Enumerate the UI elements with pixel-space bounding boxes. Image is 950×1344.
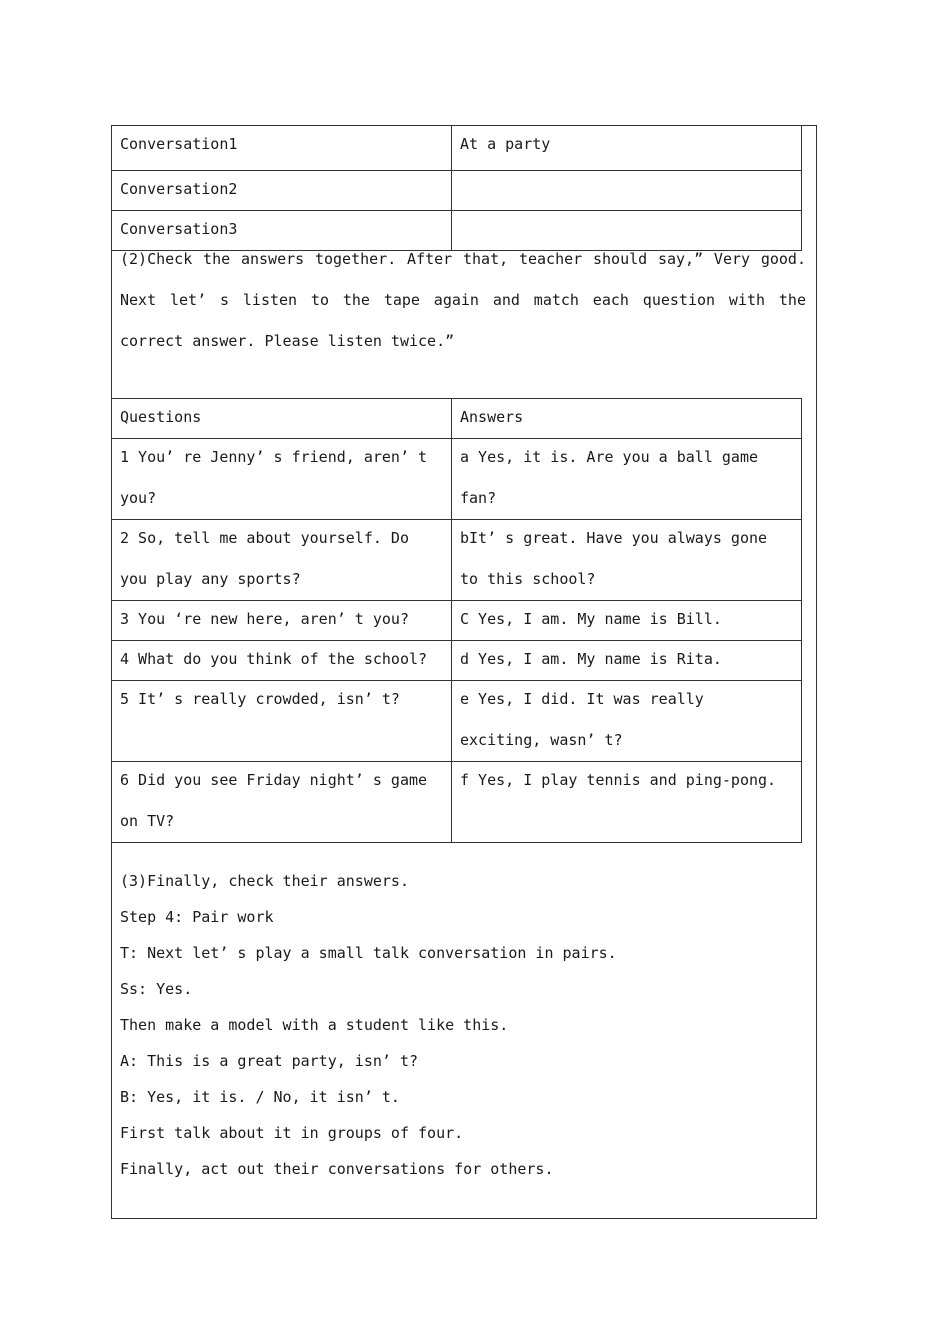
- conversation-label: Conversation3: [112, 211, 452, 251]
- table-row: [112, 520, 802, 601]
- table-row: [112, 762, 802, 843]
- table-row: [112, 681, 802, 762]
- step-line: T: Next let’ s play a small talk conversation in pairs.: [120, 944, 617, 962]
- conversations-table: [111, 125, 802, 251]
- lesson-plan-frame: [111, 125, 817, 1219]
- question-cell: 1 You’ re Jenny’ s friend, aren’ t you?: [112, 439, 452, 520]
- answer-cell: a Yes, it is. Are you a ball game fan?: [452, 439, 802, 520]
- question-cell: 6 Did you see Friday night’ s game on TV?: [112, 762, 452, 843]
- table-row: [112, 641, 802, 681]
- answer-cell: d Yes, I am. My name is Rita.: [452, 641, 802, 681]
- instruction-paragraph: (2)Check the answers together. After that, teacher should say,” Very good. Next let’ s listen to the tape again and match each question with the correct answer. Please listen twice.”: [120, 250, 806, 350]
- step-line: (3)Finally, check their answers.: [120, 872, 409, 890]
- step-line: First talk about it in groups of four.: [120, 1124, 464, 1142]
- lesson-steps: [120, 863, 617, 1187]
- answer-cell: f Yes, I play tennis and ping-pong.: [452, 762, 802, 843]
- table-row: [112, 601, 802, 641]
- question-cell: 2 So, tell me about yourself. Do you play any sports?: [112, 520, 452, 601]
- answer-cell: bIt’ s great. Have you always gone to this school?: [452, 520, 802, 601]
- conversation-value: At a party: [452, 126, 802, 171]
- questions-header: Questions: [112, 399, 452, 439]
- answers-header: Answers: [452, 399, 802, 439]
- step-line: Step 4: Pair work: [120, 908, 274, 926]
- conversation-label: Conversation1: [112, 126, 452, 171]
- table-row: [112, 439, 802, 520]
- step-line: A: This is a great party, isn’ t?: [120, 1052, 419, 1070]
- questions-answers-table: [111, 398, 802, 843]
- question-cell: 4 What do you think of the school?: [112, 641, 452, 681]
- question-cell: 3 You ‘re new here, aren’ t you?: [112, 601, 452, 641]
- conversation-label: Conversation2: [112, 171, 452, 211]
- answer-cell: C Yes, I am. My name is Bill.: [452, 601, 802, 641]
- answer-cell: e Yes, I did. It was really exciting, wasn’ t?: [452, 681, 802, 762]
- step-line: Finally, act out their conversations for others.: [120, 1160, 554, 1178]
- question-cell: 5 It’ s really crowded, isn’ t?: [112, 681, 452, 762]
- step-line: B: Yes, it is. / No, it isn’ t.: [120, 1088, 400, 1106]
- step-line: Ss: Yes.: [120, 980, 193, 998]
- step-line: Then make a model with a student like this.: [120, 1016, 509, 1034]
